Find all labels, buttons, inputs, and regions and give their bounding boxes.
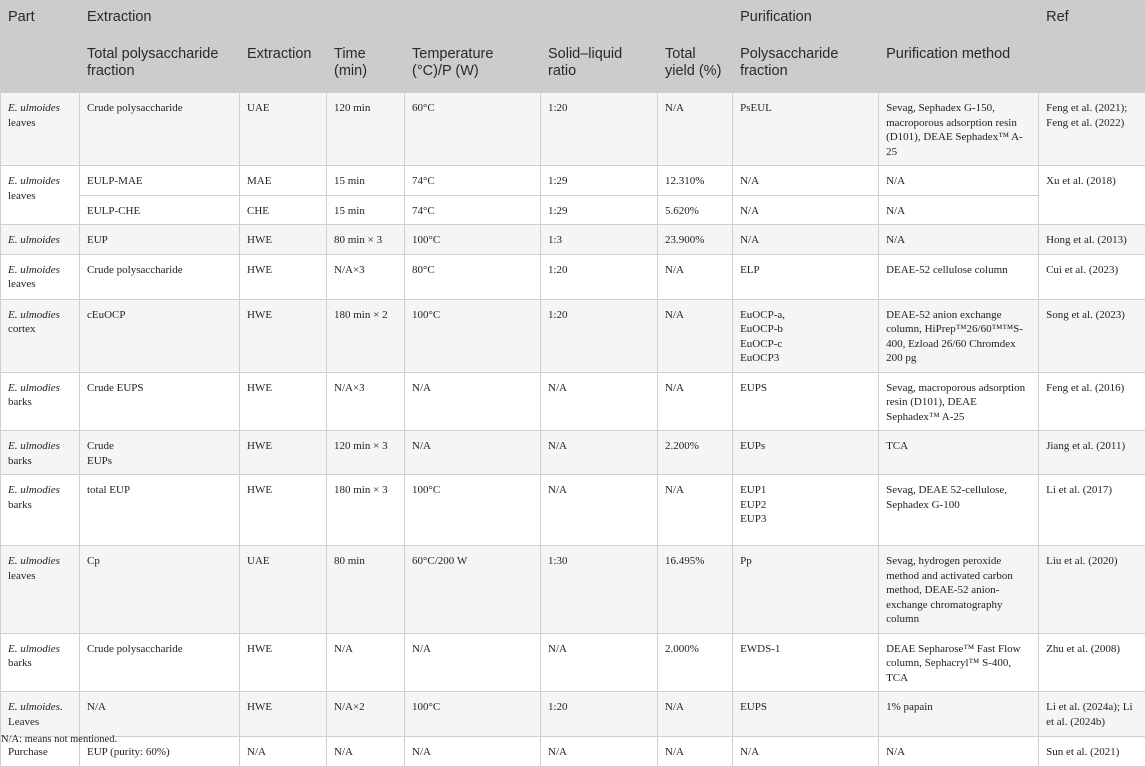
part-type: leaves (8, 277, 72, 292)
solid-liquid-ratio-cell: N/A (541, 633, 658, 692)
polysaccharide-fraction-cell: EUPS (733, 692, 879, 737)
purification-method-cell: DEAE-52 anion exchange column, HiPrep™26/60™™S-400, Ezload 26/60 Chromdex 200 pg (879, 299, 1039, 372)
polysaccharide-fraction-cell: N/A (733, 166, 879, 196)
total-fraction-cell: EUP (80, 225, 240, 255)
part-cell (1, 692, 80, 737)
purification-method-cell: N/A (879, 195, 1039, 225)
header-extraction-group: Extraction (80, 1, 733, 38)
header-temperature: Temperature (°C)/P (W) (405, 38, 541, 93)
total-yield-cell: 5.620% (658, 195, 733, 225)
extraction-method-cell: HWE (240, 372, 327, 431)
polysaccharide-fraction-cell: PsEUL (733, 93, 879, 166)
header-yield: Total yield (%) (658, 38, 733, 93)
header-time: Time (min) (327, 38, 405, 93)
reference-cell: Feng et al. (2021); Feng et al. (2022) (1039, 93, 1145, 166)
reference-cell: Hong et al. (2013) (1039, 225, 1145, 255)
temperature-cell: 100°C (405, 225, 541, 255)
total-yield-cell: 16.495% (658, 546, 733, 634)
species-name: E. ulmoides (8, 263, 72, 278)
extraction-method-cell: CHE (240, 195, 327, 225)
extraction-method-cell: HWE (240, 225, 327, 255)
species-name: E. ulmoides (8, 101, 72, 116)
part-cell (1, 431, 80, 475)
purification-method-cell: 1% papain (879, 692, 1039, 737)
total-yield-cell: 2.000% (658, 633, 733, 692)
species-name: E. ulmodies (8, 642, 72, 657)
table-row (1, 299, 1145, 372)
time-cell: 80 min × 3 (327, 225, 405, 255)
solid-liquid-ratio-cell: 1:20 (541, 254, 658, 299)
total-fraction-cell: Crude EUPs (80, 431, 240, 475)
header-ref: Ref (1039, 1, 1145, 93)
total-yield-cell: 2.200% (658, 431, 733, 475)
total-yield-cell: 12.310% (658, 166, 733, 196)
solid-liquid-ratio-cell: N/A (541, 737, 658, 767)
table-row (1, 372, 1145, 431)
temperature-cell: N/A (405, 372, 541, 431)
species-name: E. ulmodies (8, 439, 72, 454)
time-cell: 120 min (327, 93, 405, 166)
purification-method-cell: N/A (879, 225, 1039, 255)
total-yield-cell: N/A (658, 254, 733, 299)
table-row (1, 254, 1145, 299)
part-cell (1, 299, 80, 372)
temperature-cell: 100°C (405, 692, 541, 737)
time-cell: 120 min × 3 (327, 431, 405, 475)
header-purification-method: Purification method (879, 38, 1039, 93)
table-row (1, 633, 1145, 692)
reference-cell: Liu et al. (2020) (1039, 546, 1145, 634)
part-cell (1, 225, 80, 255)
extraction-method-cell: N/A (240, 737, 327, 767)
species-name: E. ulmoides (8, 233, 72, 248)
table-row (1, 225, 1145, 255)
temperature-cell: N/A (405, 737, 541, 767)
solid-liquid-ratio-cell: 1:20 (541, 93, 658, 166)
time-cell: 180 min × 3 (327, 475, 405, 546)
table-row (1, 166, 1145, 196)
total-yield-cell: N/A (658, 692, 733, 737)
part-type: Leaves (8, 715, 72, 730)
temperature-cell: 60°C (405, 93, 541, 166)
total-yield-cell: N/A (658, 299, 733, 372)
table-row (1, 431, 1145, 475)
solid-liquid-ratio-cell: 1:3 (541, 225, 658, 255)
part-type: barks (8, 656, 72, 671)
total-yield-cell: N/A (658, 93, 733, 166)
reference-cell: Jiang et al. (2011) (1039, 431, 1145, 475)
extraction-method-cell: MAE (240, 166, 327, 196)
polysaccharide-fraction-cell: EWDS-1 (733, 633, 879, 692)
reference-cell: Song et al. (2023) (1039, 299, 1145, 372)
purification-method-cell: Sevag, macroporous adsorption resin (D101), DEAE Sephadex™ A-25 (879, 372, 1039, 431)
table-row (1, 546, 1145, 634)
reference-cell: Feng et al. (2016) (1039, 372, 1145, 431)
time-cell: N/A (327, 633, 405, 692)
table-row (1, 737, 1145, 767)
time-cell: N/A×3 (327, 254, 405, 299)
part-type: leaves (8, 116, 72, 131)
polysaccharide-fraction-cell: EUPs (733, 431, 879, 475)
total-fraction-cell: Cp (80, 546, 240, 634)
purification-method-cell: TCA (879, 431, 1039, 475)
total-yield-cell: 23.900% (658, 225, 733, 255)
purification-method-cell: Sevag, hydrogen peroxide method and activated carbon method, DEAE-52 anion-exchange chromatography column (879, 546, 1039, 634)
part-cell (1, 372, 80, 431)
part-type: barks (8, 395, 72, 410)
time-cell: N/A×3 (327, 372, 405, 431)
polysaccharide-fraction-cell: EUP1 EUP2 EUP3 (733, 475, 879, 546)
total-yield-cell: N/A (658, 737, 733, 767)
header-poly-fraction: Polysaccharide fraction (733, 38, 879, 93)
temperature-cell: N/A (405, 633, 541, 692)
time-cell: 15 min (327, 166, 405, 196)
extraction-method-cell: UAE (240, 546, 327, 634)
species-name: E. ulmodies (8, 308, 72, 323)
extraction-method-cell: HWE (240, 475, 327, 546)
extraction-method-cell: HWE (240, 254, 327, 299)
extraction-method-cell: HWE (240, 633, 327, 692)
time-cell: N/A×2 (327, 692, 405, 737)
total-fraction-cell: cEuOCP (80, 299, 240, 372)
polysaccharide-fraction-cell: Pp (733, 546, 879, 634)
temperature-cell: 80°C (405, 254, 541, 299)
extraction-method-cell: UAE (240, 93, 327, 166)
header-total-fraction: Total polysaccharide fraction (80, 38, 240, 93)
solid-liquid-ratio-cell: 1:29 (541, 195, 658, 225)
total-fraction-cell: EULP-CHE (80, 195, 240, 225)
part-type: leaves (8, 569, 72, 584)
species-name: E. ulmodies (8, 483, 72, 498)
header-ratio: Solid–liquid ratio (541, 38, 658, 93)
solid-liquid-ratio-cell: 1:29 (541, 166, 658, 196)
extraction-method-cell: HWE (240, 299, 327, 372)
part-type: Purchase (8, 745, 72, 760)
total-fraction-cell: EULP-MAE (80, 166, 240, 196)
time-cell: 80 min (327, 546, 405, 634)
polysaccharide-fraction-cell: EUPS (733, 372, 879, 431)
solid-liquid-ratio-cell: 1:20 (541, 299, 658, 372)
solid-liquid-ratio-cell: 1:20 (541, 692, 658, 737)
temperature-cell: 100°C (405, 475, 541, 546)
table-footnote: N/A: means not mentioned. (1, 734, 117, 746)
reference-cell: Sun et al. (2021) (1039, 737, 1145, 767)
solid-liquid-ratio-cell: N/A (541, 431, 658, 475)
solid-liquid-ratio-cell: N/A (541, 475, 658, 546)
table-row (1, 195, 1145, 225)
purification-method-cell: Sevag, DEAE 52-cellulose, Sephadex G-100 (879, 475, 1039, 546)
total-yield-cell: N/A (658, 475, 733, 546)
temperature-cell: 74°C (405, 166, 541, 196)
solid-liquid-ratio-cell: N/A (541, 372, 658, 431)
table-body (1, 93, 1145, 767)
part-cell (1, 93, 80, 166)
polysaccharide-fraction-cell: ELP (733, 254, 879, 299)
time-cell: N/A (327, 737, 405, 767)
total-fraction-cell: Crude EUPS (80, 372, 240, 431)
time-cell: 180 min × 2 (327, 299, 405, 372)
species-name: E. ulmodies (8, 381, 72, 396)
total-fraction-cell: total EUP (80, 475, 240, 546)
polysaccharide-fraction-cell: N/A (733, 225, 879, 255)
reference-cell: Li et al. (2024a); Li et al. (2024b) (1039, 692, 1145, 737)
temperature-cell: 60°C/200 W (405, 546, 541, 634)
header-part: Part (1, 1, 80, 93)
part-type: barks (8, 498, 72, 513)
reference-cell: Li et al. (2017) (1039, 475, 1145, 546)
reference-cell: Zhu et al. (2008) (1039, 633, 1145, 692)
part-type: barks (8, 454, 72, 469)
table-row (1, 692, 1145, 737)
table-row (1, 93, 1145, 166)
part-cell (1, 633, 80, 692)
part-cell (1, 546, 80, 634)
total-yield-cell: N/A (658, 372, 733, 431)
solid-liquid-ratio-cell: 1:30 (541, 546, 658, 634)
reference-cell: Cui et al. (2023) (1039, 254, 1145, 299)
total-fraction-cell: Crude polysaccharide (80, 633, 240, 692)
header-extraction: Extraction (240, 38, 327, 93)
time-cell: 15 min (327, 195, 405, 225)
part-cell (1, 166, 80, 225)
extraction-method-cell: HWE (240, 431, 327, 475)
reference-cell: Xu et al. (2018) (1039, 166, 1145, 225)
purification-method-cell: DEAE Sepharose™ Fast Flow column, Sephacryl™ S-400, TCA (879, 633, 1039, 692)
species-name: E. ulmodies (8, 554, 72, 569)
purification-method-cell: N/A (879, 737, 1039, 767)
total-fraction-cell: Crude polysaccharide (80, 93, 240, 166)
extraction-method-cell: HWE (240, 692, 327, 737)
part-type: cortex (8, 322, 72, 337)
species-name: E. ulmoides. (8, 700, 72, 715)
temperature-cell: N/A (405, 431, 541, 475)
purification-method-cell: DEAE-52 cellulose column (879, 254, 1039, 299)
part-cell (1, 475, 80, 546)
part-type: leaves (8, 189, 72, 204)
purification-method-cell: N/A (879, 166, 1039, 196)
total-fraction-cell: N/A (80, 692, 240, 737)
species-name: E. ulmoides (8, 174, 72, 189)
part-cell (1, 254, 80, 299)
polysaccharide-fraction-cell: N/A (733, 737, 879, 767)
header-purification-group: Purification (733, 1, 1039, 38)
polysaccharide-fraction-cell: N/A (733, 195, 879, 225)
polysaccharide-fraction-cell: EuOCP-a, EuOCP-b EuOCP-c EuOCP3 (733, 299, 879, 372)
total-fraction-cell: EUP (purity: 60%) (80, 737, 240, 767)
total-fraction-cell: Crude polysaccharide (80, 254, 240, 299)
temperature-cell: 74°C (405, 195, 541, 225)
purification-method-cell: Sevag, Sephadex G-150, macroporous adsorption resin (D101), DEAE Sephadex™ A-25 (879, 93, 1039, 166)
temperature-cell: 100°C (405, 299, 541, 372)
table-row (1, 475, 1145, 546)
